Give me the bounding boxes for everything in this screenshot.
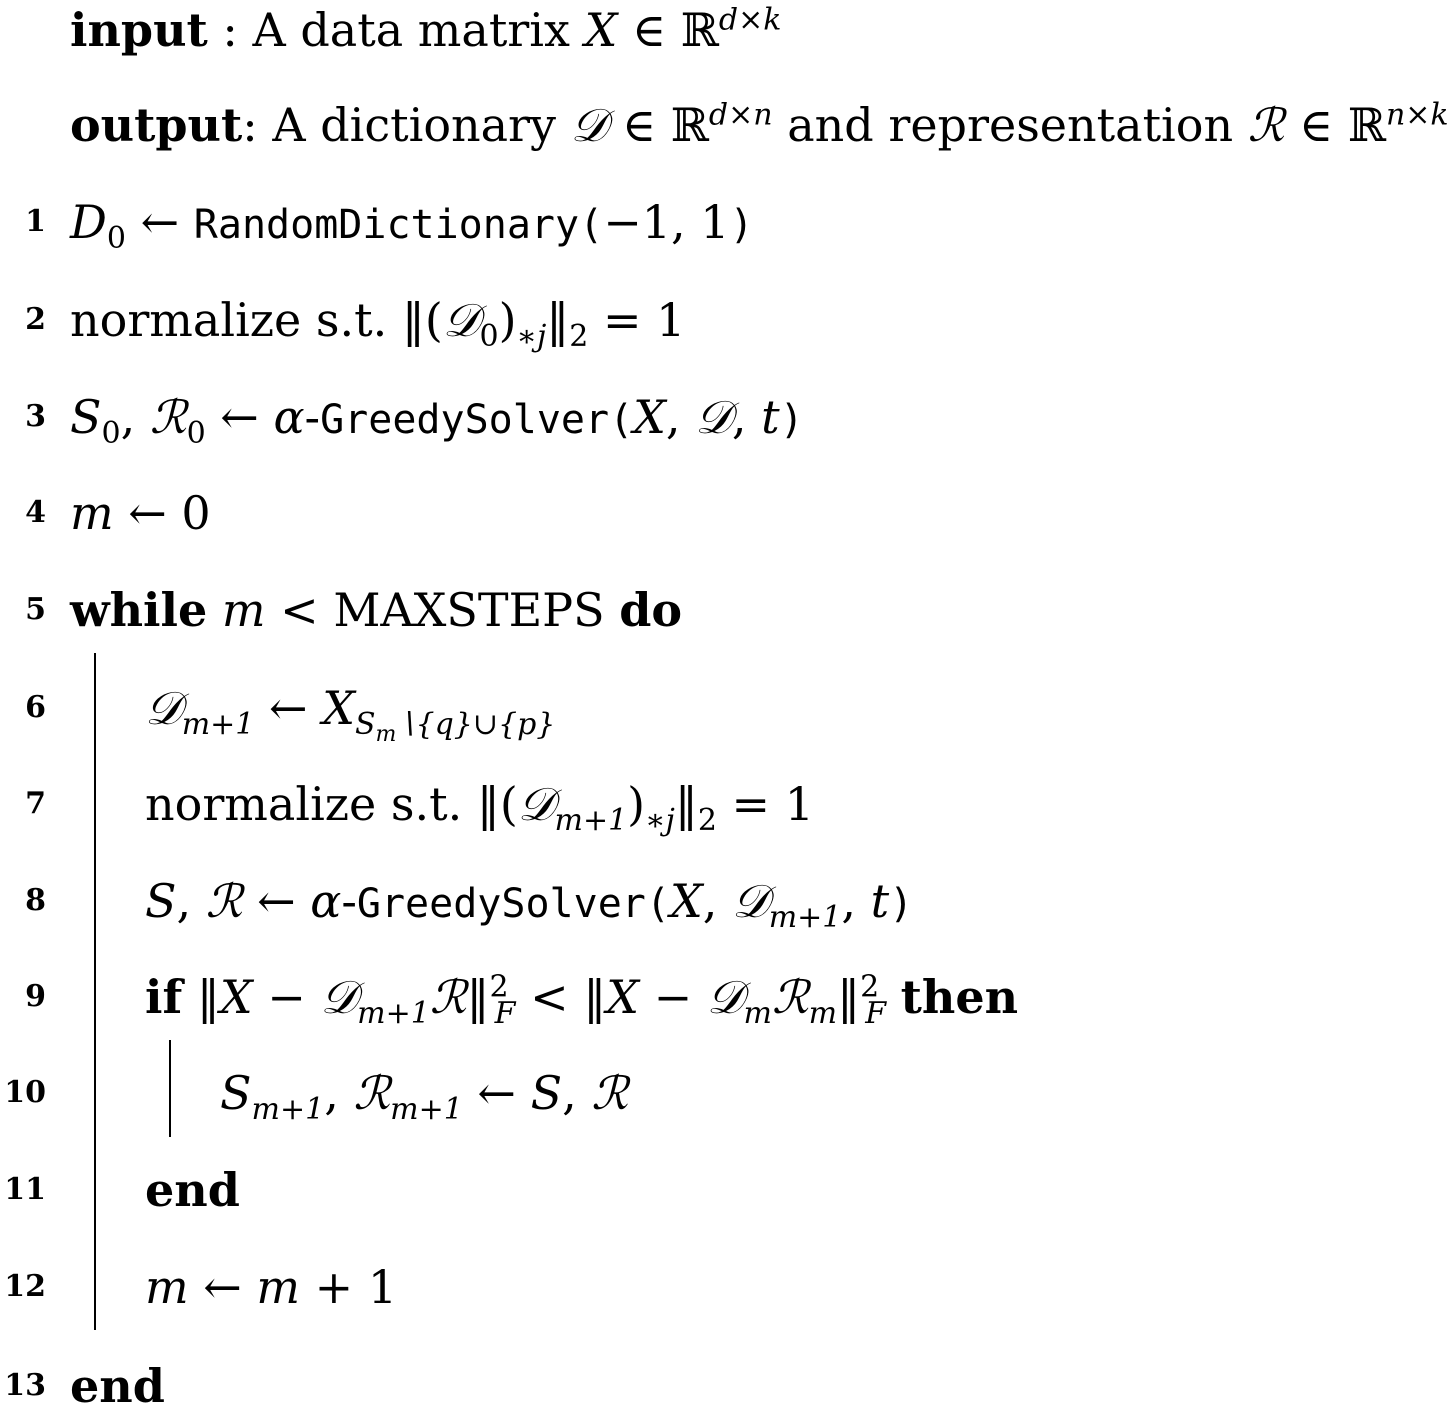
line-number: 5 [25,592,46,627]
while-block-bar [94,653,96,1330]
line-number: 10 [4,1075,46,1110]
line-number: 6 [25,690,46,725]
if-block-bar [169,1040,171,1137]
output-text-2: and representation [772,98,1248,152]
line-number: 2 [25,302,46,337]
output-keyword: output [70,98,243,152]
random-dictionary-fn: RandomDictionary [193,202,580,248]
line-number: 7 [25,786,46,821]
line-number: 8 [25,883,46,918]
if-keyword: if [145,970,183,1024]
line-number: 1 [25,204,46,239]
input-keyword: input [70,3,208,57]
while-keyword: while [70,583,208,637]
then-keyword: then [900,970,1019,1024]
line-number: 3 [25,399,46,434]
output-text-1: : A dictionary [242,98,571,152]
maxsteps: MAXSTEPS [333,583,605,637]
normalize-text: normalize s.t. [145,777,477,831]
greedy-solver-fn: GreedySolver [356,881,646,927]
greedy-solver-fn: GreedySolver [320,397,610,443]
input-text: : A data matrix [207,3,585,57]
line-number: 4 [25,495,46,530]
line-number: 9 [25,979,46,1014]
end-keyword: end [145,1163,240,1217]
end-keyword: end [70,1359,165,1413]
line-number: 13 [4,1368,46,1403]
line-number: 11 [4,1172,46,1207]
normalize-text: normalize s.t. [70,293,402,347]
line-number: 12 [4,1269,46,1304]
do-keyword: do [619,583,683,637]
